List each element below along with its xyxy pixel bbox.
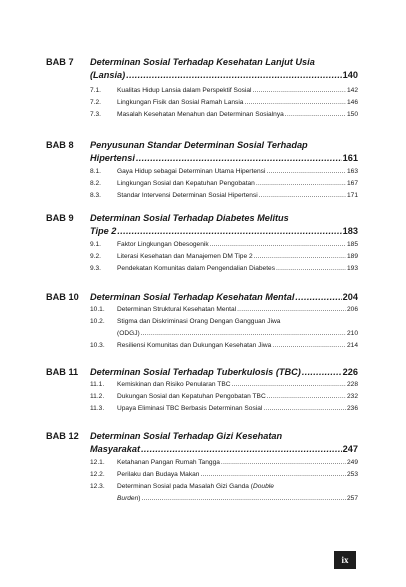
- subsection-item[interactable]: [90, 340, 358, 352]
- subsection-number: 12.3.: [90, 483, 105, 490]
- chapter-page: 204: [342, 292, 358, 302]
- leader-dots: [141, 328, 346, 340]
- chapter-title-text: Tipe 2: [90, 226, 117, 236]
- chapter-title-text: Masyarakat: [90, 444, 141, 454]
- subsection-page: 171: [346, 192, 358, 199]
- chapter-title-line-last: [90, 291, 358, 304]
- chapter-label: BAB 7: [46, 57, 74, 67]
- subsection-item[interactable]: [90, 316, 358, 340]
- leader-dots: [141, 493, 346, 505]
- chapter-label: BAB 12: [46, 431, 79, 441]
- chapter-title: [90, 56, 358, 82]
- subsection-item[interactable]: [90, 85, 358, 97]
- chapter-label: BAB 11: [46, 367, 79, 377]
- chapter-title-text: (Lansia): [90, 70, 126, 80]
- subsection-list: [90, 166, 358, 202]
- leader-dots: [253, 85, 346, 97]
- subsection-text-line: [117, 481, 358, 493]
- subsection-page: 167: [346, 180, 358, 187]
- subsection-text: Dukungan Sosial dan Kepatuhan Pengobatan TBC: [117, 393, 266, 400]
- subsection-list: [90, 457, 358, 505]
- subsection-number: 11.2.: [90, 393, 105, 400]
- subsection-page: 189: [346, 253, 358, 260]
- chapter-page: 247: [342, 444, 358, 454]
- subsection-number: 7.3.: [90, 111, 101, 118]
- subsection-page: 232: [346, 393, 358, 400]
- leader-dots: [244, 97, 346, 109]
- subsection-item[interactable]: [90, 239, 358, 251]
- subsection-page: 228: [346, 381, 358, 388]
- subsection-page: 206: [346, 306, 358, 313]
- subsection-number: 10.3.: [90, 342, 105, 349]
- leader-dots: [210, 239, 346, 251]
- chapter-title: [90, 212, 358, 238]
- chapter-title-line: Penyusunan Standar Determinan Sosial Terhadap: [90, 140, 308, 150]
- subsection-page: 253: [346, 471, 358, 478]
- subsection-page: 163: [346, 168, 358, 175]
- subsection-list: [90, 304, 358, 352]
- subsection-number: 7.2.: [90, 99, 101, 106]
- leader-dots: [285, 109, 346, 121]
- chapter-title: [90, 430, 358, 456]
- leader-dots: [272, 340, 346, 352]
- chapter-title-line-last: [90, 443, 358, 456]
- subsection-number: 11.3.: [90, 405, 105, 412]
- page-number-badge: ix: [334, 551, 356, 569]
- subsection-text: Lingkungan Sosial dan Kepatuhan Pengobatan: [117, 180, 255, 187]
- subsection-text: Standar Intervensi Determinan Sosial Hipertensi: [117, 192, 258, 199]
- leader-dots: [266, 166, 346, 178]
- leader-dots: [117, 225, 341, 238]
- subsection-item[interactable]: [90, 263, 358, 275]
- subsection-item[interactable]: [90, 391, 358, 403]
- subsection-number: 8.1.: [90, 168, 101, 175]
- subsection-text: Upaya Eliminasi TBC Berbasis Determinan Sosial: [117, 405, 263, 412]
- subsection-item[interactable]: [90, 251, 358, 263]
- leader-dots: [295, 291, 341, 304]
- leader-dots: [232, 379, 346, 391]
- subsection-number: 8.3.: [90, 192, 101, 199]
- chapter-label: BAB 8: [46, 140, 74, 150]
- chapter-title-line-last: [90, 152, 358, 165]
- subsection-page: 193: [346, 265, 358, 272]
- leader-dots: [141, 443, 342, 456]
- subsection-item[interactable]: [90, 457, 358, 469]
- subsection-text: (ODGJ): [117, 330, 140, 337]
- leader-dots: [302, 366, 342, 379]
- subsection-text: Gaya Hidup sebagai Determinan Utama Hipertensi: [117, 168, 266, 175]
- subsection-list: [90, 239, 358, 275]
- subsection-text-italic: Double: [252, 483, 274, 490]
- subsection-page: 236: [346, 405, 358, 412]
- leader-dots: [259, 190, 346, 202]
- subsection-number: 12.1.: [90, 459, 105, 466]
- subsection-page: 249: [346, 459, 358, 466]
- subsection-item[interactable]: [90, 178, 358, 190]
- subsection-list: [90, 379, 358, 415]
- subsection-text: Kemiskinan dan Risiko Penularan TBC: [117, 381, 231, 388]
- subsection-text: [117, 493, 140, 505]
- subsection-number: 10.2.: [90, 318, 105, 325]
- subsection-text: Lingkungan Fisik dan Sosial Ramah Lansia: [117, 99, 244, 106]
- subsection-number: 9.1.: [90, 241, 101, 248]
- chapter-page: 226: [342, 367, 358, 377]
- subsection-text: Resiliensi Komunitas dan Dukungan Kesehatan Jiwa: [117, 342, 272, 349]
- subsection-number: 9.2.: [90, 253, 101, 260]
- subsection-number: 8.2.: [90, 180, 101, 187]
- leader-dots: [237, 304, 346, 316]
- subsection-text: Pendekatan Komunitas dalam Pengendalian Diabetes: [117, 265, 275, 272]
- subsection-number: 12.2.: [90, 471, 105, 478]
- subsection-page: 150: [346, 111, 358, 118]
- subsection-text: Kualitas Hidup Lansia dalam Perspektif Sosial: [117, 87, 252, 94]
- subsection-page: 257: [346, 495, 358, 502]
- chapter-label: BAB 10: [46, 292, 79, 302]
- subsection-page: 210: [346, 330, 358, 337]
- leader-dots: [256, 178, 346, 190]
- leader-dots: [200, 469, 346, 481]
- subsection-page: 146: [346, 99, 358, 106]
- leader-dots: [221, 457, 346, 469]
- chapter-title: [90, 139, 358, 165]
- leader-dots: [254, 251, 346, 263]
- subsection-item[interactable]: [90, 403, 358, 415]
- chapter-page: 140: [342, 70, 358, 80]
- subsection-text-part: Determinan Sosial pada Masalah Gizi Ganda (: [117, 483, 253, 490]
- subsection-text-part: ): [138, 495, 141, 502]
- subsection-page: 185: [346, 241, 358, 248]
- leader-dots: [276, 263, 346, 275]
- subsection-text: Ketahanan Pangan Rumah Tangga: [117, 459, 220, 466]
- subsection-number: 7.1.: [90, 87, 101, 94]
- subsection-item[interactable]: [90, 304, 358, 316]
- subsection-number: 11.1.: [90, 381, 105, 388]
- chapter-title-text: Hipertensi: [90, 153, 135, 163]
- leader-dots: [263, 403, 346, 415]
- subsection-text: Perilaku dan Budaya Makan: [117, 471, 200, 478]
- subsection-text: Masalah Kesehatan Menahun dan Determinan Sosialnya: [117, 111, 284, 118]
- subsection-list: [90, 85, 358, 121]
- chapter-title: [90, 291, 358, 304]
- subsection-text-line: Stigma dan Diskriminasi Orang Dengan Gangguan Jiwa: [117, 318, 281, 325]
- chapter-page: 183: [342, 226, 358, 236]
- subsection-item[interactable]: [90, 469, 358, 481]
- subsection-text: Faktor Lingkungan Obesogenik: [117, 241, 209, 248]
- subsection-item[interactable]: [90, 109, 358, 121]
- subsection-page: 142: [346, 87, 358, 94]
- subsection-text: Determinan Struktural Kesehatan Mental: [117, 306, 237, 313]
- subsection-page: 214: [346, 342, 358, 349]
- chapter-title-line: Determinan Sosial Terhadap Diabetes Melitus: [90, 213, 289, 223]
- chapter-title-text: Determinan Sosial Terhadap Kesehatan Mental: [90, 292, 295, 302]
- chapter-page: 161: [342, 153, 358, 163]
- subsection-item[interactable]: [90, 190, 358, 202]
- leader-dots: [126, 69, 341, 82]
- subsection-text-italic: Burden: [117, 495, 139, 502]
- chapter-title-line-last: [90, 69, 358, 82]
- chapter-title-line: Determinan Sosial Terhadap Gizi Kesehatan: [90, 431, 283, 441]
- subsection-number: 10.1.: [90, 306, 105, 313]
- chapter-label: BAB 9: [46, 213, 74, 223]
- chapter-title-line: Determinan Sosial Terhadap Kesehatan Lanjut Usia: [90, 57, 315, 67]
- leader-dots: [267, 391, 346, 403]
- chapter-title-line-last: [90, 366, 358, 379]
- chapter-title-line-last: [90, 225, 358, 238]
- leader-dots: [136, 152, 342, 165]
- subsection-item[interactable]: [90, 481, 358, 505]
- subsection-item[interactable]: [90, 379, 358, 391]
- subsection-item[interactable]: [90, 166, 358, 178]
- chapter-title: [90, 366, 358, 379]
- subsection-text: Literasi Kesehatan dan Manajemen DM Tipe 2: [117, 253, 253, 260]
- subsection-item[interactable]: [90, 97, 358, 109]
- subsection-number: 9.3.: [90, 265, 101, 272]
- chapter-title-text: Determinan Sosial Terhadap Tuberkulosis (TBC): [90, 367, 301, 377]
